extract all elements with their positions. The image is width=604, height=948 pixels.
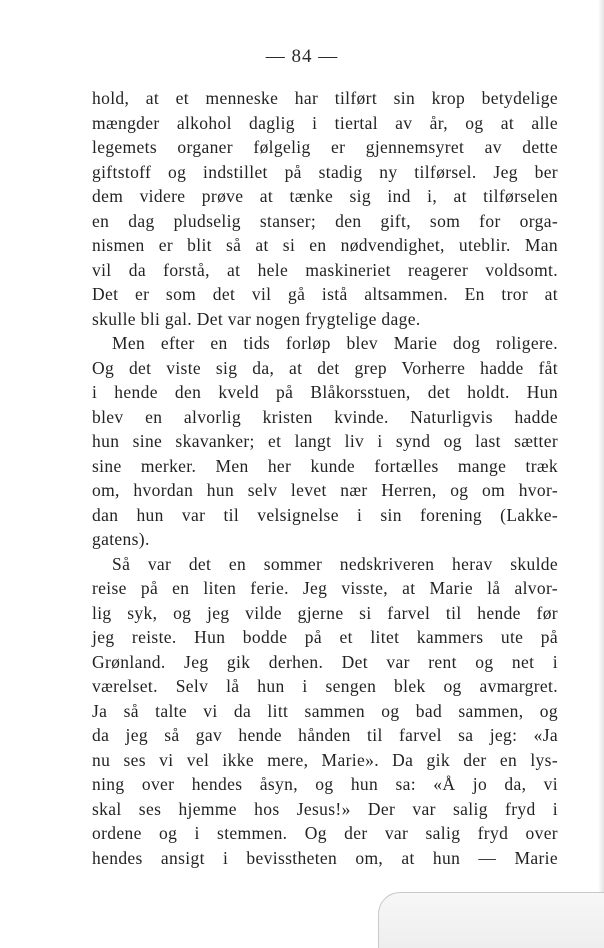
text-line: Det er som det vil gå istå altsammen. En tror at xyxy=(92,284,558,304)
page-edge-shadow xyxy=(598,0,604,948)
text-line: værelset. Selv lå hun i sengen blek og avmargret. xyxy=(92,676,558,696)
text-line: Og det viste sig da, at det grep Vorherre hadde fåt xyxy=(92,357,558,378)
text-line: om, hvordan hun selv levet nær Herren, og om hvor- xyxy=(92,480,558,500)
text-line: Så var det en sommer nedskriveren herav skulde xyxy=(112,553,558,574)
text-line: legemets organer følgelig er gjennemsyret av dette xyxy=(92,137,558,157)
text-line: Ja så talte vi da litt sammen og bad sammen, og xyxy=(92,700,558,721)
text-line: hendes ansigt i bevisstheten om, at hun — Marie xyxy=(92,847,558,868)
text-line: i hende den kveld på Blåkorsstuen, det holdt. Hun xyxy=(92,382,558,402)
body-text xyxy=(92,86,558,870)
text-line: sine merker. Men her kunde fortælles mange træk xyxy=(92,455,558,476)
page-corner-fold xyxy=(378,892,604,948)
text-line: hold, at et menneske har tilført sin krop betydelige xyxy=(92,88,558,108)
text-line: giftstoff og indstillet på stadig ny tilførsel. Jeg ber xyxy=(92,161,558,182)
text-line: nismen er blit så at si en nødvendighet, uteblir. Man xyxy=(92,235,558,255)
text-line: vil da forstå, at hele maskineriet reagerer voldsomt. xyxy=(92,259,558,280)
text-line: nu ses vi vel ikke mere, Marie». Da gik der en lys- xyxy=(92,749,558,770)
text-line: gatens). xyxy=(92,529,150,549)
text-line: dan hun var til velsignelse i sin forening (Lakke- xyxy=(92,504,558,525)
text-line: ning over hendes åsyn, og hun sa: «Å jo da, vi xyxy=(92,774,558,794)
text-line: Men efter en tids forløp blev Marie dog roligere. xyxy=(112,333,558,353)
text-line: lig syk, og jeg vilde gjerne si farvel til hende før xyxy=(92,602,558,623)
text-line: skal ses hjemme hos Jesus!» Der var salig fryd i xyxy=(92,798,558,819)
text-line: jeg reiste. Hun bodde på et litet kammers ute på xyxy=(92,627,558,647)
text-line: hun sine skavanker; et langt liv i synd og last sætter xyxy=(92,431,558,451)
text-line: da jeg så gav hende hånden til farvel sa jeg: «Ja xyxy=(92,725,558,745)
page-number: — 84 — xyxy=(265,46,339,67)
text-line: blev en alvorlig kristen kvinde. Naturligvis hadde xyxy=(92,406,558,427)
text-line: en dag pludselig stanser; den gift, som for orga- xyxy=(92,210,558,231)
text-line: skulle bli gal. Det var nogen frygtelige dage. xyxy=(92,308,421,329)
text-line: Grønland. Jeg gik derhen. Det var rent og net i xyxy=(92,651,558,672)
text-line: dem videre prøve at tænke sig ind i, at tilførselen xyxy=(92,186,558,206)
text-line: mængder alkohol daglig i tiertal av år, og at alle xyxy=(92,112,558,133)
text-line: reise på en liten ferie. Jeg visste, at Marie lå alvor- xyxy=(92,578,558,598)
text-line: ordene og i stemmen. Og der var salig fryd over xyxy=(92,823,558,843)
